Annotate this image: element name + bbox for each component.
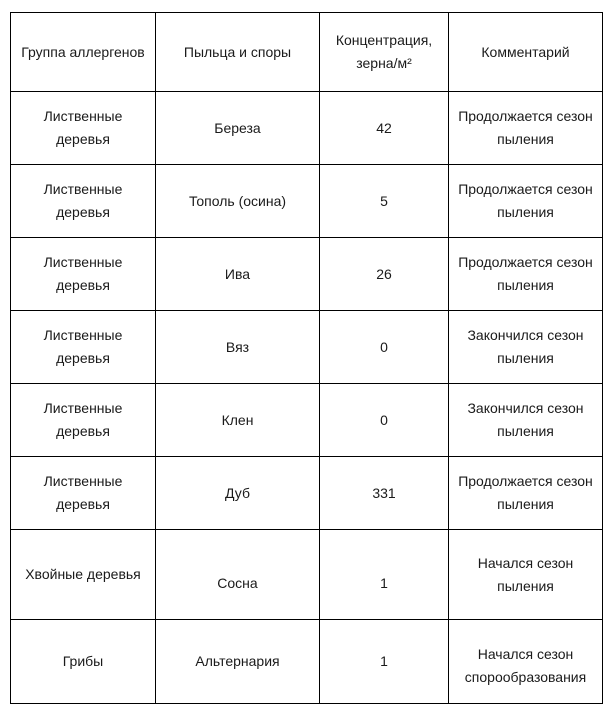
cell-comment: Закончился сезон пыления xyxy=(449,384,603,457)
cell-comment: Закончился сезон пыления xyxy=(449,311,603,384)
cell-comment: Продолжается сезон пыления xyxy=(449,165,603,238)
cell-comment: Начался сезон пыления xyxy=(449,530,603,620)
cell-concentration: 0 xyxy=(320,311,449,384)
table-header-row xyxy=(11,13,603,92)
table-row xyxy=(11,92,603,165)
table-row xyxy=(11,530,603,620)
cell-pollen: Клен xyxy=(156,384,320,457)
header-pollen: Пыльца и споры xyxy=(156,13,320,92)
table-row xyxy=(11,457,603,530)
cell-comment: Начался сезон спорообразования xyxy=(449,620,603,704)
header-comment: Комментарий xyxy=(449,13,603,92)
cell-concentration: 42 xyxy=(320,92,449,165)
cell-pollen: Сосна xyxy=(156,530,320,620)
table-row xyxy=(11,311,603,384)
cell-concentration: 26 xyxy=(320,238,449,311)
cell-pollen: Береза xyxy=(156,92,320,165)
pollen-table-container xyxy=(10,12,602,704)
cell-group: Лиственные деревья xyxy=(11,384,156,457)
cell-group: Хвойные деревья xyxy=(11,530,156,620)
cell-concentration: 331 xyxy=(320,457,449,530)
cell-group: Грибы xyxy=(11,620,156,704)
cell-group: Лиственные деревья xyxy=(11,165,156,238)
cell-comment: Продолжается сезон пыления xyxy=(449,457,603,530)
cell-comment: Продолжается сезон пыления xyxy=(449,238,603,311)
cell-pollen: Вяз xyxy=(156,311,320,384)
cell-pollen: Тополь (осина) xyxy=(156,165,320,238)
table-row xyxy=(11,238,603,311)
cell-group: Лиственные деревья xyxy=(11,92,156,165)
cell-concentration: 1 xyxy=(320,620,449,704)
cell-pollen: Дуб xyxy=(156,457,320,530)
cell-concentration: 0 xyxy=(320,384,449,457)
cell-pollen: Ива xyxy=(156,238,320,311)
cell-concentration: 5 xyxy=(320,165,449,238)
header-concentration: Концентрация, зерна/м² xyxy=(320,13,449,92)
cell-concentration: 1 xyxy=(320,530,449,620)
table-row xyxy=(11,165,603,238)
table-row xyxy=(11,620,603,704)
pollen-table xyxy=(10,12,603,704)
header-group: Группа аллергенов xyxy=(11,13,156,92)
cell-group: Лиственные деревья xyxy=(11,311,156,384)
cell-group: Лиственные деревья xyxy=(11,457,156,530)
cell-group: Лиственные деревья xyxy=(11,238,156,311)
cell-comment: Продолжается сезон пыления xyxy=(449,92,603,165)
table-row xyxy=(11,384,603,457)
cell-pollen: Альтернария xyxy=(156,620,320,704)
